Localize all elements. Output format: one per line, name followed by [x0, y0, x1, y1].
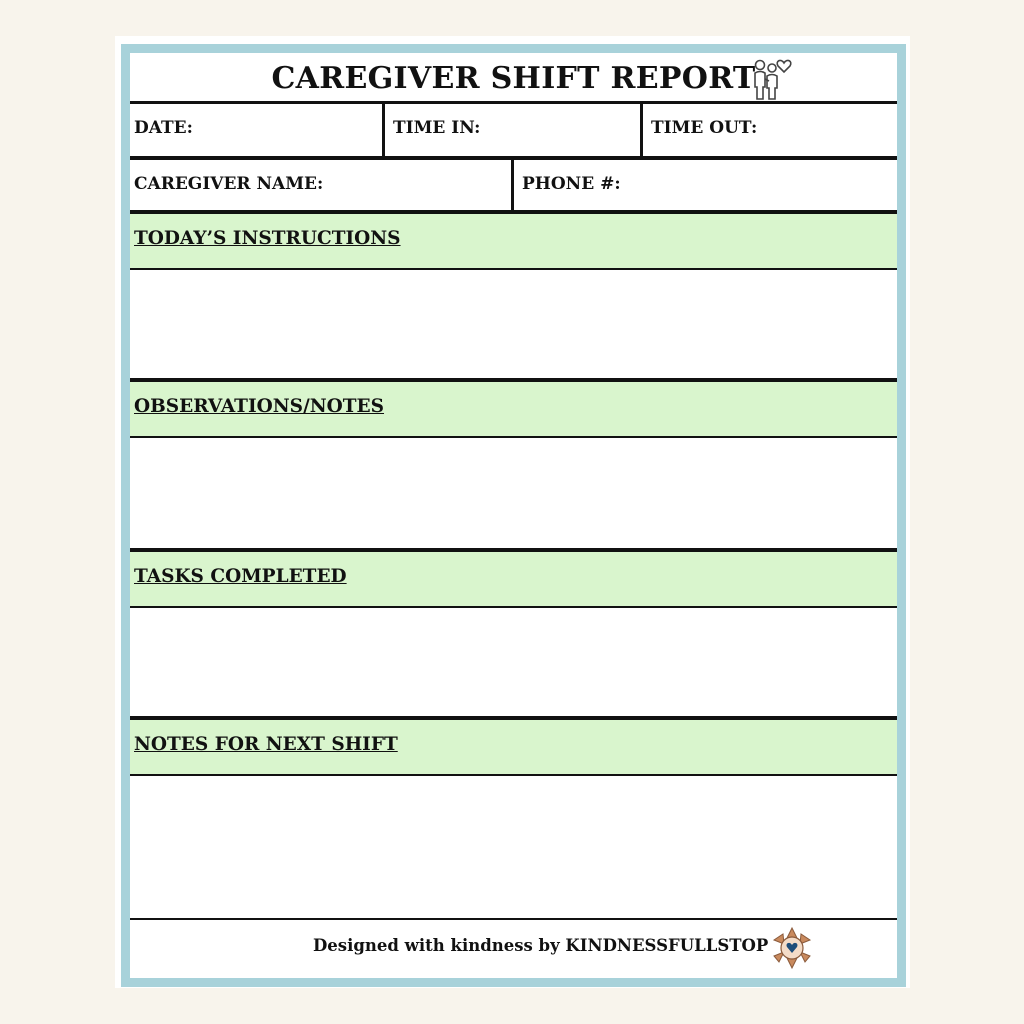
footer [130, 922, 897, 978]
caregiver-heart-icon [748, 57, 794, 101]
date-field[interactable] [130, 104, 382, 156]
footer-credit: Designed with kindness by KINDNESSFULLSTOP [313, 936, 769, 955]
section-heading-instructions [130, 214, 897, 270]
section-heading-observations [130, 382, 897, 438]
time-out-field[interactable] [643, 104, 897, 156]
time-in-label: TIME IN: [393, 118, 481, 138]
title-row [130, 53, 897, 104]
phone-field[interactable] [514, 160, 897, 210]
info-row-caregiver [130, 160, 897, 214]
section-body-next-shift[interactable] [130, 776, 897, 920]
info-row-date-time [130, 104, 897, 160]
section-body-tasks[interactable] [130, 608, 897, 720]
phone-label: PHONE #: [522, 174, 621, 194]
sheet-frame [121, 44, 906, 987]
time-in-field[interactable] [385, 104, 640, 156]
section-heading-label: TASKS COMPLETED [134, 566, 347, 587]
hands-heart-logo [770, 924, 814, 970]
report-sheet [115, 36, 910, 988]
caregiver-name-label: CAREGIVER NAME: [134, 174, 324, 194]
caregiver-name-field[interactable] [130, 160, 511, 210]
section-body-instructions[interactable] [130, 270, 897, 382]
section-heading-label: TODAY’S INSTRUCTIONS [134, 228, 401, 249]
section-heading-tasks [130, 552, 897, 608]
page-title: CAREGIVER SHIFT REPORT [271, 61, 756, 96]
time-out-label: TIME OUT: [651, 118, 758, 138]
section-body-observations[interactable] [130, 438, 897, 552]
section-heading-label: OBSERVATIONS/NOTES [134, 396, 385, 417]
section-heading-next-shift [130, 720, 897, 776]
section-heading-label: NOTES FOR NEXT SHIFT [134, 734, 398, 755]
date-label: DATE: [134, 118, 193, 138]
shift-report-form [130, 53, 897, 978]
